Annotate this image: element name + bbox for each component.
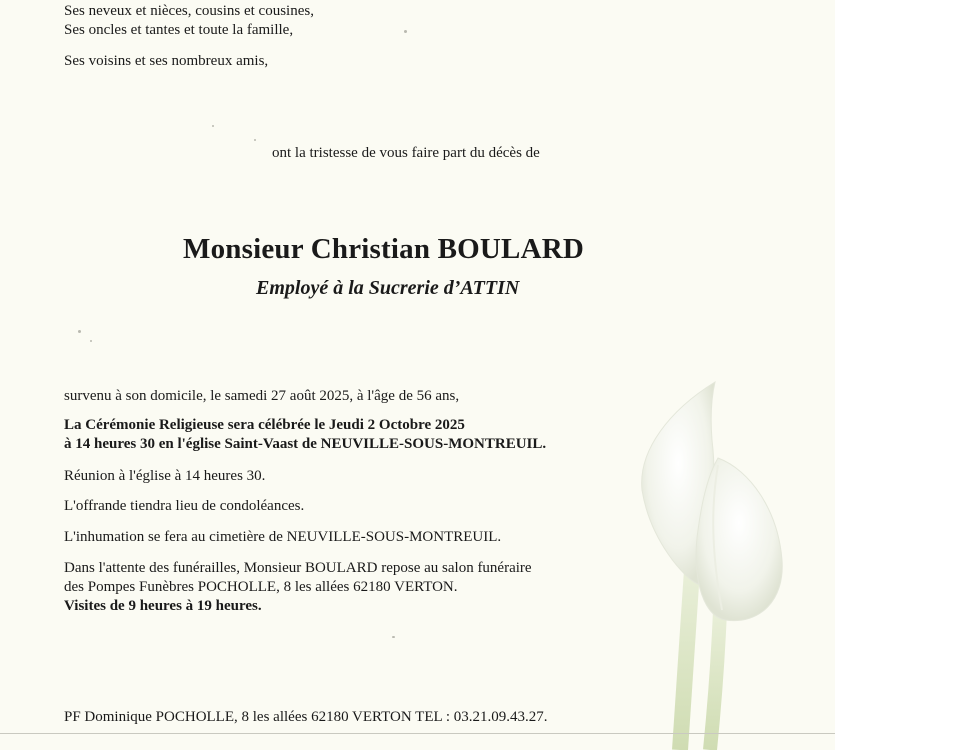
- scan-speck: [78, 330, 81, 333]
- funeral-home-line-2: des Pompes Funèbres POCHOLLE, 8 les allées 62180 VERTON.: [64, 579, 458, 595]
- scan-speck: [212, 125, 214, 127]
- scan-speck: [90, 340, 92, 342]
- deceased-occupation: Employé à la Sucrerie d’ATTIN: [256, 277, 520, 299]
- family-line-uncles: Ses oncles et tantes et toute la famille,: [64, 22, 294, 38]
- ceremony-line-2: à 14 heures 30 en l'église Saint-Vaast de NEUVILLE-SOUS-MONTREUIL.: [64, 436, 547, 452]
- scan-speck: [254, 139, 256, 141]
- calla-lily-icon: [600, 370, 800, 750]
- scan-speck: [404, 30, 407, 33]
- visiting-hours: Visites de 9 heures à 19 heures.: [64, 598, 262, 614]
- scan-speck: [392, 636, 395, 638]
- page-margin: [835, 0, 960, 750]
- meeting-text: Réunion à l'église à 14 heures 30.: [64, 468, 266, 484]
- footer-contact: PF Dominique POCHOLLE, 8 les allées 62180 VERTON TEL : 03.21.09.43.27.: [64, 709, 548, 725]
- funeral-home-line-1: Dans l'attente des funérailles, Monsieur BOULARD repose au salon funéraire: [64, 560, 532, 576]
- footer-divider: [0, 733, 835, 734]
- announcement-text: ont la tristesse de vous faire part du décès de: [272, 145, 540, 161]
- ceremony-line-1: La Cérémonie Religieuse sera célébrée le Jeudi 2 Octobre 2025: [64, 417, 465, 433]
- deceased-name: Monsieur Christian BOULARD: [183, 233, 585, 265]
- family-line-neighbors: Ses voisins et ses nombreux amis,: [64, 53, 269, 69]
- family-line-nephews: Ses neveux et nièces, cousins et cousines,: [64, 3, 314, 19]
- death-notice: survenu à son domicile, le samedi 27 août 2025, à l'âge de 56 ans,: [64, 388, 460, 404]
- offering-text: L'offrande tiendra lieu de condoléances.: [64, 498, 305, 514]
- burial-text: L'inhumation se fera au cimetière de NEUVILLE-SOUS-MONTREUIL.: [64, 529, 502, 545]
